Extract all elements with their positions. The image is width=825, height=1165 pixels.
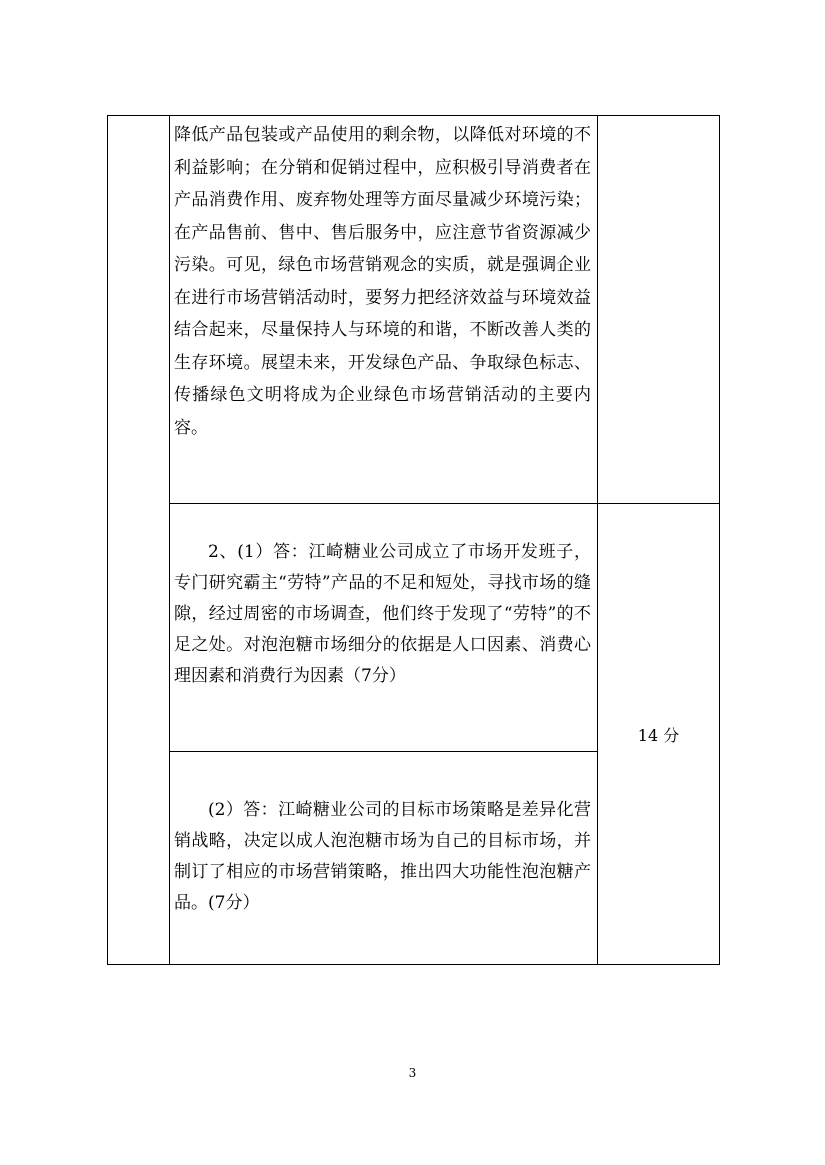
table-row	[108, 116, 720, 504]
score-cell	[598, 504, 720, 965]
question-number-cell	[108, 116, 170, 965]
score-cell	[598, 116, 720, 504]
answer-table	[107, 115, 720, 965]
answer-2-1-text: 2、(1）答：江崎糖业公司成立了市场开发班子，专门研究霸主“劳特”产品的不足和短处，寻找市场的缝隙，经过周密的市场调查，他们终于发现了“劳特”的不足之处。对泡泡糖市场细分的依据是人口因素、消费心理因素和消费行为因素（7分）	[174, 542, 591, 686]
score-value: 14 分	[637, 725, 680, 745]
answer-text-cell	[170, 504, 598, 752]
table-row	[108, 504, 720, 752]
page-number: 3	[408, 1066, 417, 1080]
answer-text-cell	[170, 116, 598, 504]
answer-2-2-text: (2）答：江崎糖业公司的目标市场策略是差异化营销战略，决定以成人泡泡糖市场为自己的目标市场，并制订了相应的市场营销策略，推出四大功能性泡泡糖产品。(7分）	[174, 800, 591, 913]
answer-text-cell	[170, 752, 598, 965]
continued-answer-text: 降低产品包装或产品使用的剩余物，以降低对环境的不利益影响；在分销和促销过程中，应积极引导消费者在产品消费作用、废弃物处理等方面尽量减少环境污染；在产品售前、售中、售后服务中，应注意节省资源减少污染。可见，绿色市场营销观念的实质，就是强调企业在进行市场营销活动时，要努力把经济效益与环境效益结合起来，尽量保持人与环境的和谐，不断改善人类的生存环境。展望未来，开发绿色产品、争取绿色标志、传播绿色文明将成为企业绿色市场营销活动的主要内容。	[174, 125, 591, 438]
